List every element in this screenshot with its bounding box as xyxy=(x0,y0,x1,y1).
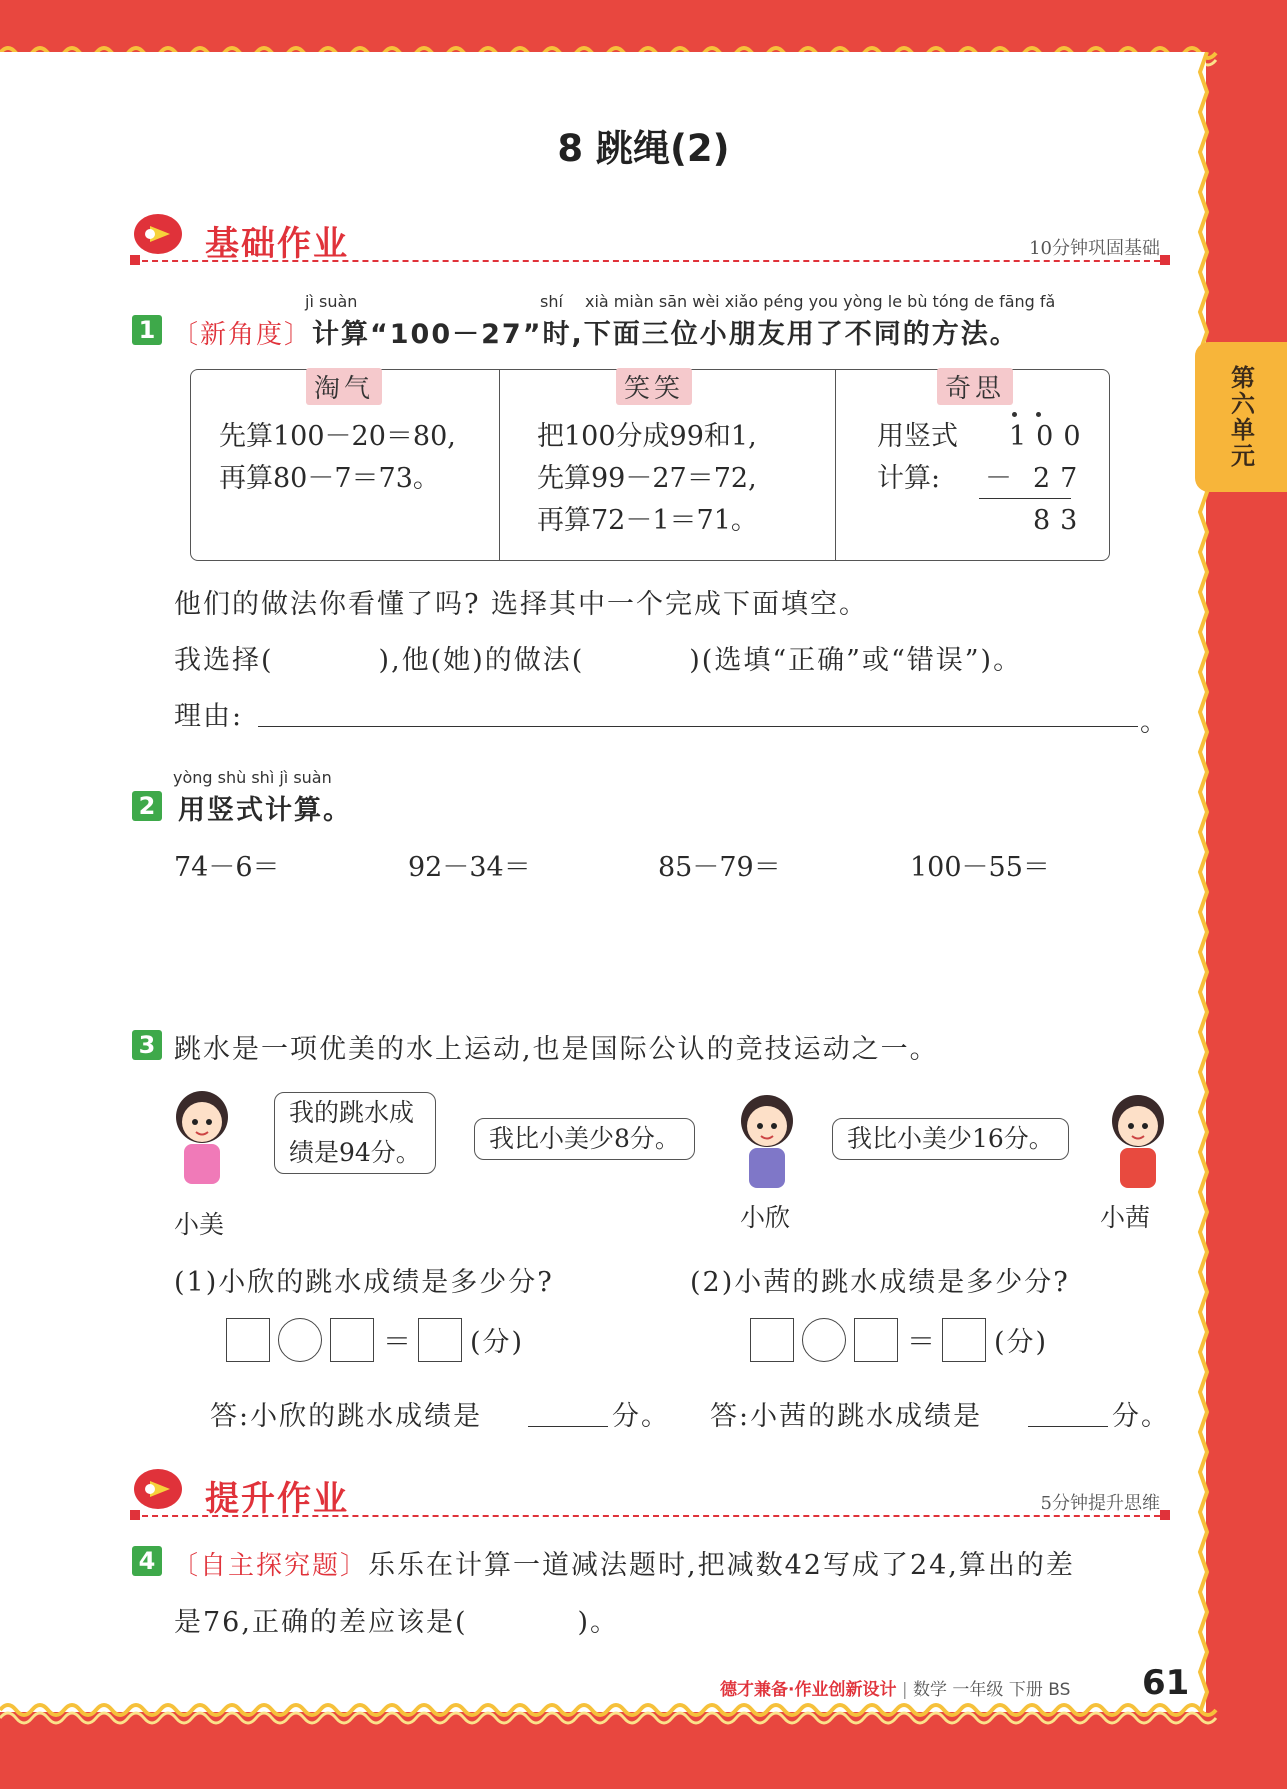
question-4-line2 xyxy=(174,1600,619,1639)
choose-text: )(选填“正确”或“错误”)。 xyxy=(689,645,1023,676)
answer-sentence: 答:小茜的跳水成绩是 xyxy=(710,1401,983,1432)
carry-dot xyxy=(1036,412,1041,417)
reason-label: 理由: xyxy=(174,701,244,732)
page-title: 8 跳绳(2) xyxy=(557,127,730,170)
section-name: 提升作业 xyxy=(205,1479,349,1519)
footer xyxy=(720,1675,1070,1700)
column-divider xyxy=(835,370,836,560)
section-divider xyxy=(132,1515,1170,1517)
question-text: 乐乐在计算一道减法题时,把减数42写成了24,算出的差 xyxy=(368,1550,1075,1581)
question-number: 4 xyxy=(132,1546,162,1576)
column-header: 奇思 xyxy=(937,368,1013,405)
question-text: 跳水是一项优美的水上运动,也是国际公认的竞技运动之一。 xyxy=(174,1034,939,1065)
question-tag: 〔自主探究题〕 xyxy=(172,1551,369,1581)
question-text: )。 xyxy=(577,1607,620,1638)
unit-side-tab-label: 第六单元 xyxy=(1226,365,1255,469)
vertical-result: 83 xyxy=(1033,505,1088,536)
choose-text: ),他(她)的做法( xyxy=(378,645,585,676)
bubble-line: 绩是94分。 xyxy=(289,1138,421,1167)
speech-bubble xyxy=(474,1118,695,1160)
section-header-basic xyxy=(130,210,1170,270)
vertical-rule xyxy=(979,498,1071,499)
unit-label: (分) xyxy=(470,1327,525,1358)
unit-side-tab[interactable] xyxy=(1195,342,1287,492)
section-divider xyxy=(132,260,1170,262)
girl-xiaomei-illustration xyxy=(162,1082,242,1192)
kid-name: 小美 xyxy=(174,1210,225,1239)
section-tag: 5分钟提升思维 xyxy=(1040,1493,1160,1514)
question-1-prompt xyxy=(172,312,1019,351)
answer-end: 分。 xyxy=(1112,1401,1170,1432)
sub-question: (1)小欣的跳水成绩是多少分? xyxy=(174,1267,554,1298)
bottom-wave-border xyxy=(0,1700,1287,1730)
calc-item: 74－6＝ xyxy=(174,852,280,883)
answer-box[interactable] xyxy=(330,1318,374,1362)
vertical-subtrahend: 27 xyxy=(1033,463,1088,494)
question-text: 计算“100－27”时,下面三位小朋友用了不同的方法。 xyxy=(312,319,1019,350)
page-number: 61 xyxy=(1142,1663,1190,1703)
column-header: 笑笑 xyxy=(616,368,692,405)
girl-xiaoxin-illustration xyxy=(724,1086,810,1196)
calc-item: 85－79＝ xyxy=(658,852,781,883)
flame-logo-icon xyxy=(130,210,190,260)
question-number: 3 xyxy=(132,1030,162,1060)
answer-box[interactable] xyxy=(854,1318,898,1362)
kid-name: 小茜 xyxy=(1100,1203,1151,1232)
answer-end: 分。 xyxy=(612,1401,670,1432)
section-tag: 10分钟巩固基础 xyxy=(1029,238,1160,259)
question-number: 2 xyxy=(132,791,162,821)
divider-dot xyxy=(1160,1510,1170,1520)
method-line: 计算: xyxy=(877,463,941,494)
answer-box[interactable] xyxy=(418,1318,462,1362)
divider-dot xyxy=(130,255,140,265)
bubble-line: 我的跳水成 xyxy=(289,1098,415,1127)
carry-dot xyxy=(1012,412,1017,417)
bubble-line: 我比小美少16分。 xyxy=(847,1124,1054,1153)
reason-answer-line[interactable] xyxy=(258,726,1138,727)
methods-table xyxy=(190,369,1110,561)
girl-xiaoqian-illustration xyxy=(1098,1086,1178,1196)
method-line: 再算72－1＝71。 xyxy=(537,505,758,536)
right-wave-border xyxy=(1196,52,1218,1712)
sub-question: (2)小茜的跳水成绩是多少分? xyxy=(690,1267,1070,1298)
pinyin-annotation: jì suàn xyxy=(305,292,358,311)
column-header: 淘气 xyxy=(306,368,382,405)
answer-box[interactable] xyxy=(226,1318,270,1362)
operator-circle[interactable] xyxy=(278,1318,322,1362)
pinyin-annotation: yòng shù shì jì suàn xyxy=(173,768,332,787)
equals-sign: ＝ xyxy=(907,1325,936,1358)
method-line: 用竖式 xyxy=(877,421,958,452)
flame-logo-icon xyxy=(130,1465,190,1515)
column-divider xyxy=(499,370,500,560)
method-line: 把100分成99和1, xyxy=(537,421,757,452)
footer-brand: 德才兼备·作业创新设计 xyxy=(720,1680,897,1700)
question-text: 是76,正确的差应该是( xyxy=(174,1607,468,1638)
divider-dot xyxy=(130,1510,140,1520)
reason-end: 。 xyxy=(1140,707,1169,738)
question-1-line: 他们的做法你看懂了吗? 选择其中一个完成下面填空。 xyxy=(174,589,869,620)
section-name: 基础作业 xyxy=(205,224,349,264)
answer-box[interactable] xyxy=(942,1318,986,1362)
divider-dot xyxy=(1160,255,1170,265)
kid-name: 小欣 xyxy=(740,1203,791,1232)
speech-bubble xyxy=(832,1118,1069,1160)
pinyin-annotation: xià miàn sān wèi xiǎo péng you yòng le bù tóng de fāng fǎ xyxy=(585,292,1056,311)
calc-item: 100－55＝ xyxy=(910,852,1050,883)
method-line: 再算80－7＝73。 xyxy=(219,463,440,494)
question-4-prompt xyxy=(172,1543,1075,1582)
vertical-operator: － xyxy=(985,463,1012,494)
operator-circle[interactable] xyxy=(802,1318,846,1362)
question-text: 用竖式计算。 xyxy=(178,795,352,826)
question-tag: 〔新角度〕 xyxy=(172,320,313,350)
footer-info: 数学 一年级 下册 BS xyxy=(913,1680,1071,1700)
pinyin-annotation: shí xyxy=(540,292,563,311)
answer-box[interactable] xyxy=(750,1318,794,1362)
method-line: 先算100－20＝80, xyxy=(219,421,456,452)
bubble-line: 我比小美少8分。 xyxy=(489,1124,680,1153)
calc-item: 92－34＝ xyxy=(408,852,531,883)
unit-label: (分) xyxy=(994,1327,1049,1358)
choose-line xyxy=(174,638,1022,677)
answer-blank[interactable] xyxy=(1028,1426,1108,1427)
choose-text: 我选择( xyxy=(174,645,274,676)
answer-sentence: 答:小欣的跳水成绩是 xyxy=(210,1401,483,1432)
method-line: 先算99－27＝72, xyxy=(537,463,757,494)
equals-sign: ＝ xyxy=(383,1325,412,1358)
question-number: 1 xyxy=(132,315,162,345)
speech-bubble xyxy=(274,1092,436,1174)
section-header-advanced xyxy=(130,1465,1170,1525)
footer-separator: | xyxy=(901,1680,908,1700)
answer-blank[interactable] xyxy=(528,1426,608,1427)
vertical-top: 100 xyxy=(1009,421,1091,452)
